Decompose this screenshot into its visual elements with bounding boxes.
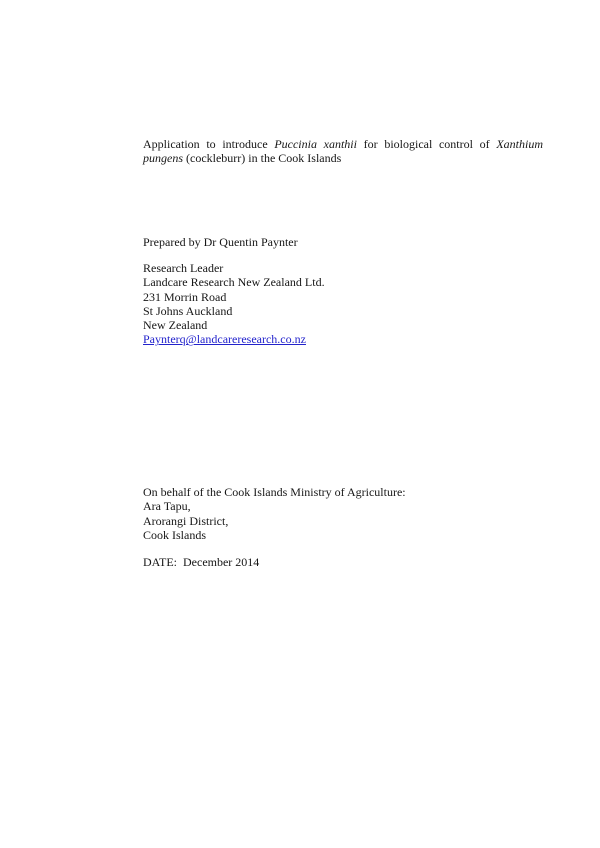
on-behalf-line-district: Arorangi District, <box>143 513 229 528</box>
title-text: (cockleburr) in the Cook Islands <box>183 151 342 166</box>
title-text: Application to introduce <box>143 137 275 151</box>
species-name-xanthium: Xanthium <box>496 137 543 151</box>
title-text: for biological control of <box>356 137 497 151</box>
species-name-puccinia: Puccinia xanthii <box>274 137 357 151</box>
contact-line-city: St Johns Auckland <box>143 303 233 318</box>
on-behalf-line-ministry: On behalf of the Cook Islands Ministry of Agriculture: <box>143 485 406 499</box>
on-behalf-block <box>143 485 543 542</box>
contact-block <box>143 261 543 347</box>
title-line-2 <box>143 151 543 165</box>
contact-line-country: New Zealand <box>143 318 208 333</box>
prepared-by-line: Prepared by Dr Quentin Paynter <box>143 235 298 249</box>
on-behalf-line-street: Ara Tapu, <box>143 499 191 514</box>
email-link[interactable]: Paynterq@landcareresearch.co.nz <box>143 332 306 347</box>
date-line: DATE: December 2014 <box>143 555 260 569</box>
species-name-pungens: pungens <box>143 151 183 166</box>
contact-line-street: 231 Morrin Road <box>143 289 227 304</box>
contact-line-company: Landcare Research New Zealand Ltd. <box>143 275 325 290</box>
contact-line-role: Research Leader <box>143 261 224 275</box>
document-title <box>143 137 543 166</box>
on-behalf-line-country: Cook Islands <box>143 527 206 542</box>
title-line-1 <box>143 137 543 151</box>
